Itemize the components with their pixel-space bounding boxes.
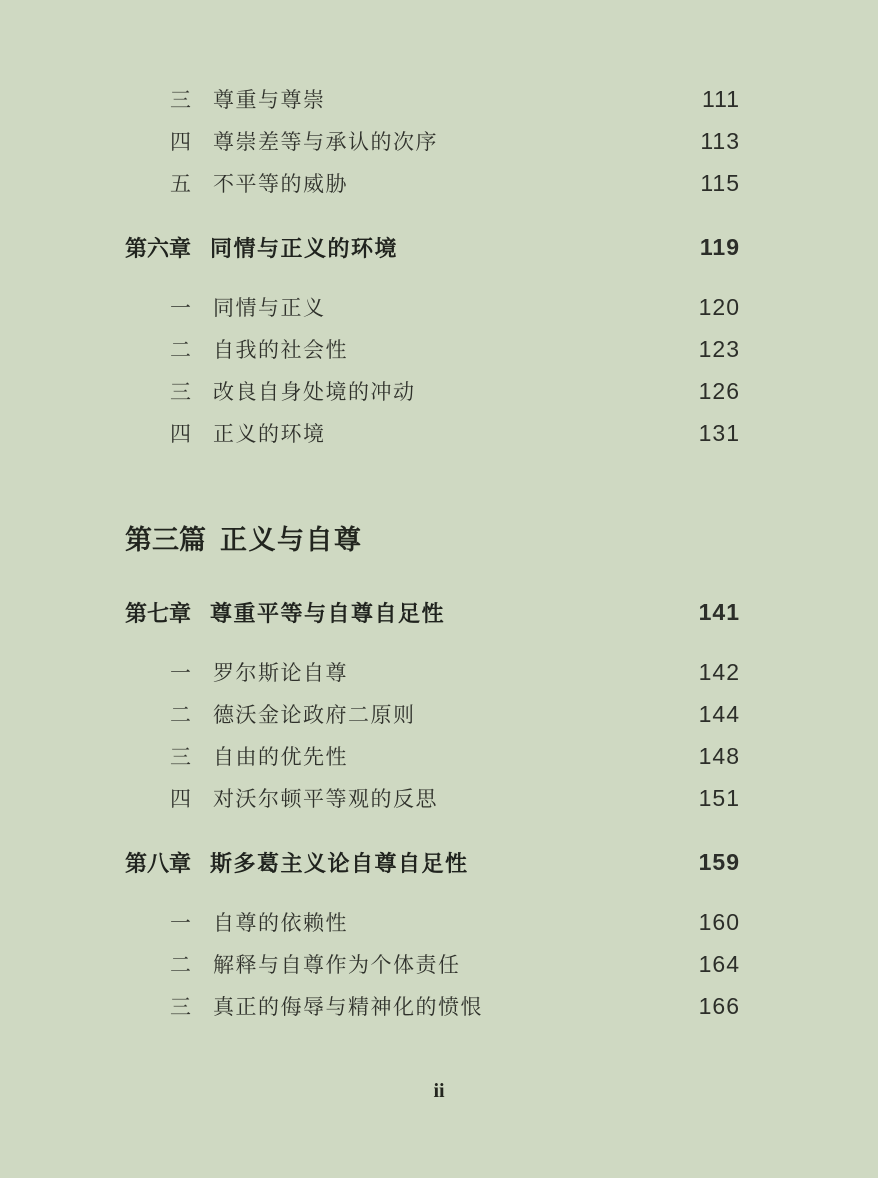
- toc-entry: [170, 735, 740, 777]
- toc-entry-number: 四: [170, 130, 191, 154]
- toc-entry: [170, 777, 740, 819]
- toc-entry: [170, 901, 740, 943]
- toc-entry: [170, 412, 740, 454]
- toc-entry-title: 斯多葛主义论自尊自足性: [210, 851, 469, 877]
- toc-entry-number: 四: [170, 787, 191, 811]
- toc-entry: [170, 693, 740, 735]
- toc-entry: [170, 651, 740, 693]
- toc-entry-page: 123: [698, 335, 740, 362]
- toc-entry-page: 113: [700, 127, 740, 154]
- toc-entry-page: 141: [698, 598, 740, 625]
- toc-entry-number: 三: [170, 745, 191, 769]
- toc-entry-title: 尊重与尊崇: [213, 88, 326, 112]
- toc-entry-title: 尊重平等与自尊自足性: [210, 601, 446, 627]
- toc-entry-title: 德沃金论政府二原则: [213, 703, 416, 727]
- toc-entry: [125, 841, 740, 883]
- toc-entry-title: 同情与正义的环境: [210, 236, 399, 262]
- toc-entry-title: 不平等的威胁: [213, 172, 348, 196]
- toc-entry-number: 第八章: [125, 851, 192, 877]
- toc-entry: [125, 226, 740, 268]
- toc-entry-number: 二: [170, 703, 191, 727]
- toc-entry: [170, 328, 740, 370]
- toc-entry-number: 二: [170, 338, 191, 362]
- toc-entry-number: 二: [170, 953, 191, 977]
- toc-entry-number: 第七章: [125, 601, 192, 627]
- toc-entry-page: 151: [698, 784, 740, 811]
- toc-entry-page: 142: [698, 658, 740, 685]
- toc-entry-title: 解释与自尊作为个体责任: [213, 953, 461, 977]
- toc-entry: [125, 515, 740, 559]
- toc-entry-title: 正义与自尊: [220, 524, 363, 556]
- toc-entry-number: 一: [170, 661, 191, 685]
- toc-entry-page: 144: [698, 700, 740, 727]
- toc-entry-title: 对沃尔顿平等观的反思: [213, 787, 438, 811]
- toc-entry-title: 自由的优先性: [213, 745, 348, 769]
- toc-entry-number: 一: [170, 911, 191, 935]
- toc-entry-number: 三: [170, 380, 191, 404]
- toc-entry-number: 第三篇: [125, 524, 206, 556]
- toc-entry-number: 三: [170, 995, 191, 1019]
- toc-entry: [170, 370, 740, 412]
- toc-entry-page: 111: [702, 85, 740, 112]
- toc-entry-title: 罗尔斯论自尊: [213, 661, 348, 685]
- toc-entry-number: 第六章: [125, 236, 192, 262]
- toc-entry: [170, 286, 740, 328]
- toc-entry-title: 自尊的依赖性: [213, 911, 348, 935]
- toc-entry-page: 119: [699, 233, 740, 260]
- toc-entry: [170, 78, 740, 120]
- toc-entry-page: 148: [698, 742, 740, 769]
- toc-entry-page: 126: [698, 377, 740, 404]
- toc-entry-page: 159: [698, 848, 740, 875]
- toc-entry-title: 改良自身处境的冲动: [213, 380, 416, 404]
- toc-entry-page: 166: [698, 992, 740, 1019]
- toc-entry-title: 正义的环境: [213, 422, 326, 446]
- toc-entry: [170, 985, 740, 1027]
- toc-entry: [170, 162, 740, 204]
- toc-entry-title: 尊崇差等与承认的次序: [213, 130, 438, 154]
- toc-entry-number: 三: [170, 88, 191, 112]
- toc-entry-page: 131: [698, 419, 740, 446]
- toc-entry-number: 一: [170, 296, 191, 320]
- toc-entry-title: 同情与正义: [213, 296, 326, 320]
- toc-entry: [170, 943, 740, 985]
- toc-entry-page: 160: [698, 908, 740, 935]
- toc-entry-title: 自我的社会性: [213, 338, 348, 362]
- toc-entry-page: 164: [698, 950, 740, 977]
- toc-entry: [125, 591, 740, 633]
- folio-page-number: ii: [433, 1080, 445, 1102]
- toc-entry-number: 四: [170, 422, 191, 446]
- toc-entry: [170, 120, 740, 162]
- toc-entry-title: 真正的侮辱与精神化的愤恨: [213, 995, 483, 1019]
- toc-entry-page: 120: [698, 293, 740, 320]
- toc-entry-page: 115: [700, 169, 740, 196]
- toc-entry-number: 五: [170, 172, 191, 196]
